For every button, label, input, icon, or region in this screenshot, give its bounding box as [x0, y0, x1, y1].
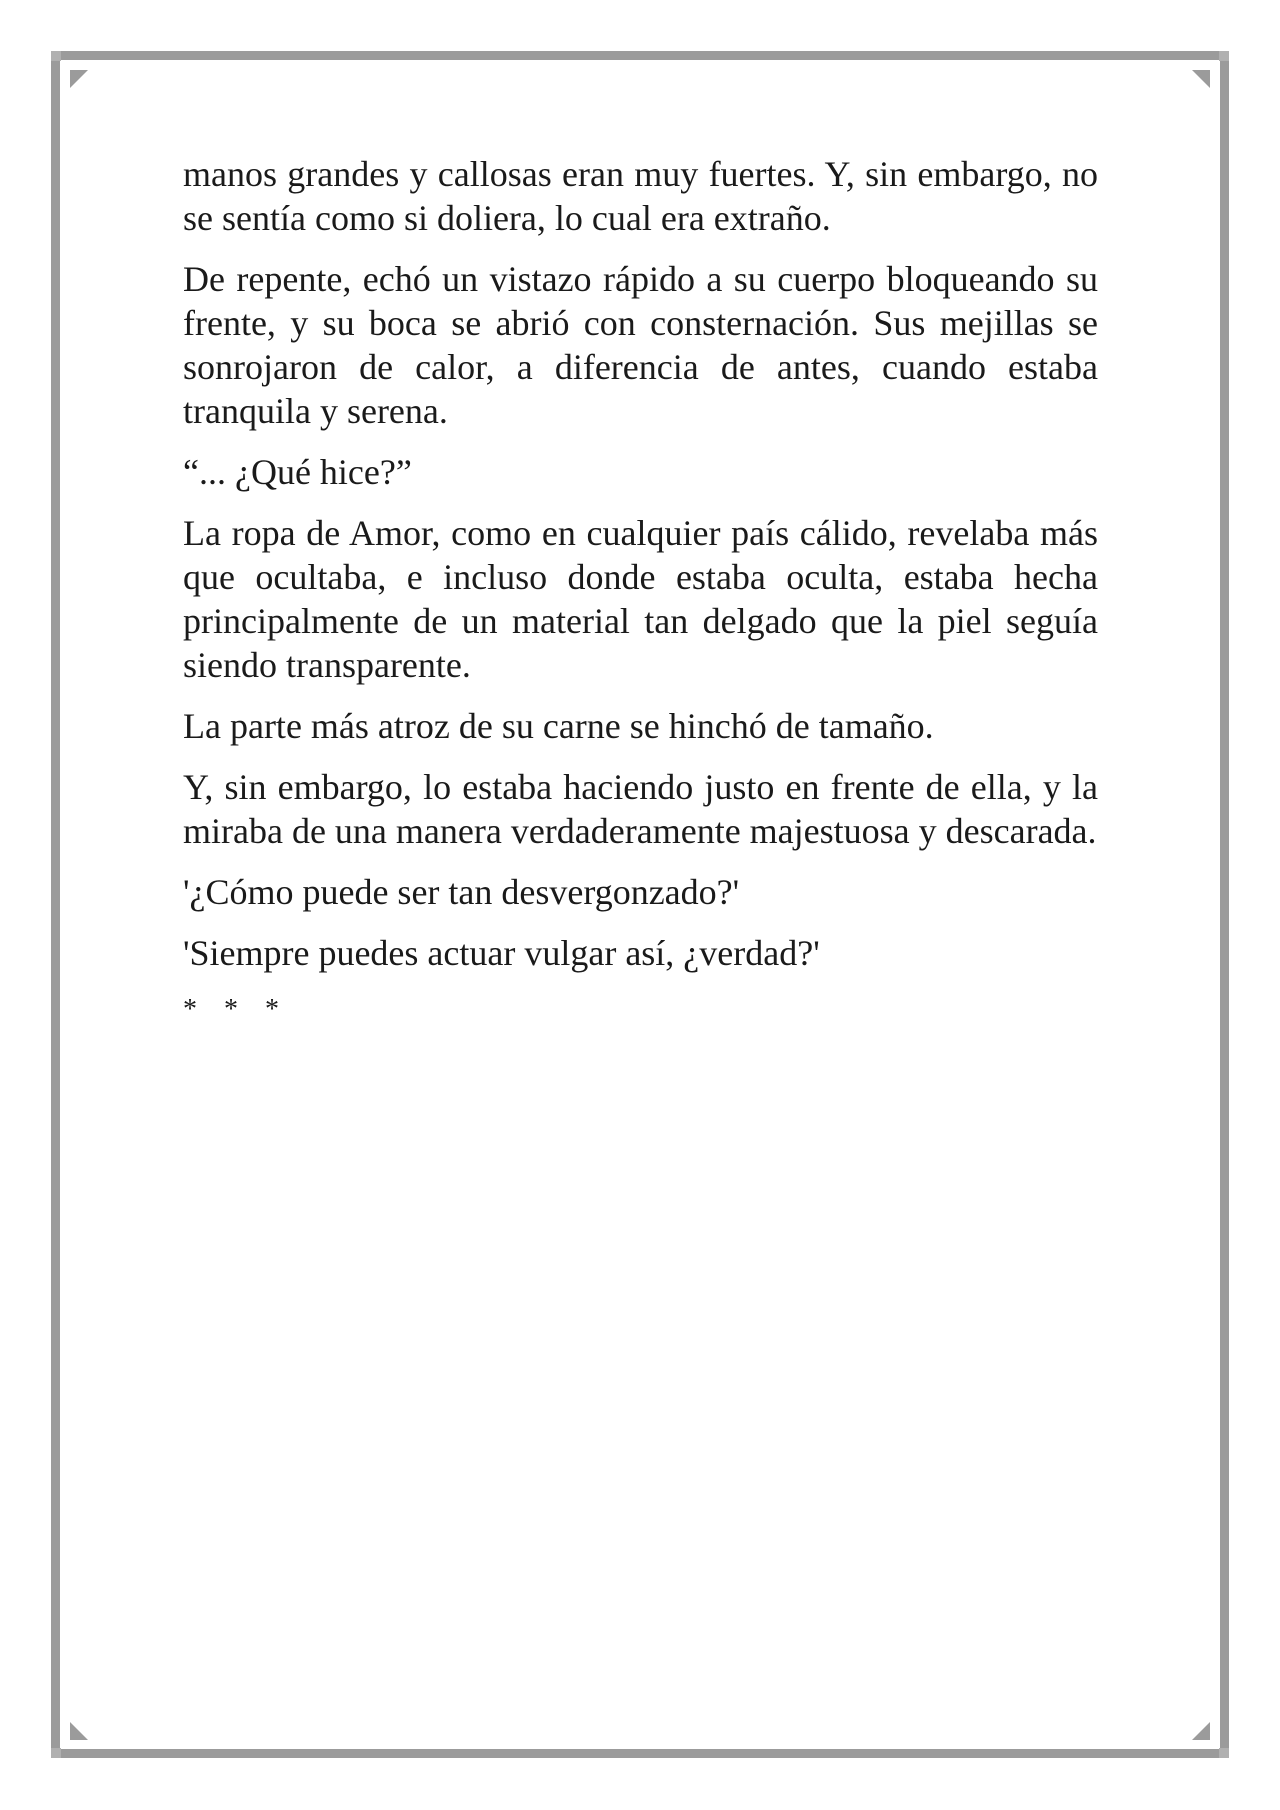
corner-triangle-top-right	[1192, 70, 1210, 88]
paragraph: Y, sin embargo, lo estaba haciendo justo en frente de ella, y la miraba de una manera verdaderamente majestuosa y descarada.	[183, 767, 1098, 851]
thought-line: 'Siempre puedes actuar vulgar así, ¿verdad?'	[183, 933, 820, 973]
frame-left-bar	[51, 60, 60, 1749]
paragraph: manos grandes y callosas eran muy fuertes. Y, sin embargo, no se sentía como si doliera, lo cual era extraño.	[183, 154, 1098, 238]
corner-dot-bottom-right	[1219, 1748, 1229, 1758]
paragraph: La ropa de Amor, como en cualquier país cálido, revelaba más que ocultaba, e incluso donde estaba oculta, estaba hecha principalmente de un material tan delgado que la piel seguía siendo transparente.	[183, 513, 1098, 685]
corner-dot-bottom-left	[51, 1748, 61, 1758]
paragraph: De repente, echó un vistazo rápido a su cuerpo bloqueando su frente, y su boca se abrió con consternación. Sus mejillas se sonrojaron de calor, a diferencia de antes, cuando estaba tranquila y serena.	[183, 259, 1098, 431]
corner-dot-top-right	[1219, 51, 1229, 61]
frame-right-bar	[1220, 60, 1229, 1749]
frame-top-bar	[60, 51, 1220, 60]
dialogue-line: “... ¿Qué hice?”	[183, 452, 412, 492]
corner-dot-top-left	[51, 51, 61, 61]
corner-triangle-top-left	[70, 70, 88, 88]
frame-bottom-bar	[60, 1749, 1220, 1758]
corner-triangle-bottom-left	[70, 1722, 88, 1740]
corner-triangle-bottom-right	[1192, 1722, 1210, 1740]
page-body	[183, 152, 1098, 1049]
scene-separator: * * *	[183, 994, 289, 1025]
paragraph: La parte más atroz de su carne se hinchó de tamaño.	[183, 706, 934, 746]
thought-line: '¿Cómo puede ser tan desvergonzado?'	[183, 872, 740, 912]
